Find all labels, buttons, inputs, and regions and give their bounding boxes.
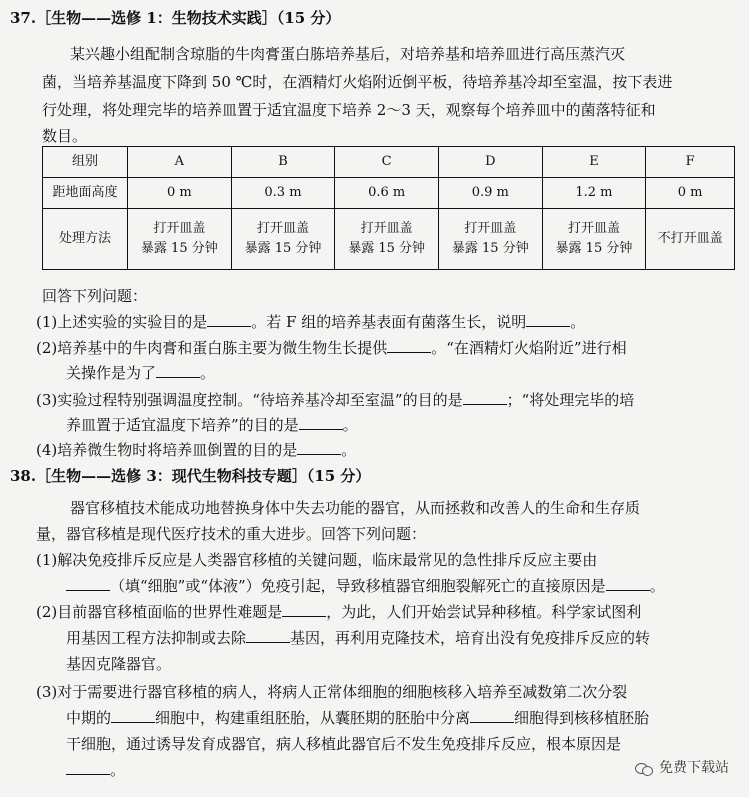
height-cell-a: 0 m — [128, 178, 232, 209]
table-row-group — [43, 147, 735, 178]
q37-part-3-line-2 — [66, 413, 358, 438]
row-label-treatment: 处理方法 — [43, 209, 128, 270]
q38-p2-text-c: 用基因工程方法抑制或去除 — [66, 629, 247, 647]
q37-part-1 — [36, 310, 585, 335]
answer-blank — [282, 602, 326, 617]
q38-part-2-line-3: 基因克隆器官。 — [66, 655, 172, 673]
treatment-open-text: 打开皿盖 — [567, 221, 620, 236]
q37-p3-text-b: ；“将处理完毕的培 — [506, 391, 635, 409]
q37-part-2-line-1 — [36, 336, 627, 361]
table-row-height — [43, 178, 735, 209]
watermark — [635, 756, 729, 781]
q38-p2-text-a: (2)目前器官移植面临的世界性难题是 — [36, 603, 283, 621]
q37-intro-line-2: 菌，当培养基温度下降到 50 ℃时，在酒精灯火焰附近倒平板，待培养基冷却至室温，按下表进 — [42, 73, 673, 91]
treatment-cell-c — [335, 209, 439, 270]
group-cell-e: E — [542, 147, 646, 178]
q38-p2-text-d: 基因，再利用克隆技术，培育出没有免疫排斥反应的转 — [290, 629, 651, 647]
height-cell-b: 0.3 m — [231, 178, 335, 209]
q37-p2-text-a: (2)培养基中的牛肉膏和蛋白胨主要为微生物生长提供 — [36, 339, 388, 357]
q38-part-3-line-3: 干细胞，通过诱导发育成器官，病人移植此器官后不发生免疫排斥反应，根本原因是 — [66, 735, 622, 753]
treatment-cell-d — [438, 209, 542, 270]
treatment-cell-a — [128, 209, 232, 270]
q37-p4-text-b: 。 — [341, 441, 357, 459]
answer-blank — [246, 628, 290, 643]
q38-p3-text-f: 。 — [110, 761, 126, 779]
group-cell-d: D — [438, 147, 542, 178]
q38-p1-text-b: （填“细胞”或“体液”）免疫引起，导致移植器官细胞裂解死亡的直接原因是 — [110, 577, 606, 595]
treatment-cell-e — [542, 209, 646, 270]
q37-p1-text-c: 。 — [570, 313, 586, 331]
q37-intro-line-3: 行处理，将处理完毕的培养皿置于适宜温度下培养 2～3 天，观察每个培养皿中的菌落特征和 — [42, 101, 656, 119]
answer-blank — [470, 708, 514, 723]
answer-blank — [111, 708, 155, 723]
treatment-open-text: 打开皿盖 — [464, 221, 517, 236]
q38-p3-text-c: 细胞中，构建重组胚胎，从囊胚期的胚胎中分离 — [155, 709, 471, 727]
answer-blank — [207, 312, 251, 327]
answer-prompt: 回答下列问题： — [42, 287, 148, 305]
treatment-open-text: 打开皿盖 — [256, 221, 309, 236]
q37-intro-line-4: 数目。 — [42, 127, 88, 145]
height-cell-f: 0 m — [646, 178, 735, 209]
q37-p3-text-d: 。 — [342, 416, 358, 434]
q37-p1-text-b: 。若 F 组的培养基表面有菌落生长，说明 — [251, 313, 527, 331]
q38-intro-line-1: 器官移植技术能成功地替换身体中失去功能的器官，从而拯救和改善人的生命和生存质 — [70, 499, 641, 517]
q38-part-3-line-4 — [66, 758, 125, 783]
q38-part-1-line-2 — [66, 574, 665, 599]
treatment-expose-text: 暴露 15 分钟 — [555, 241, 633, 256]
group-cell-c: C — [335, 147, 439, 178]
answer-blank — [526, 312, 570, 327]
group-cell-b: B — [231, 147, 335, 178]
group-cell-f: F — [646, 147, 735, 178]
q38-part-2-line-2 — [66, 626, 650, 651]
q37-part-4 — [36, 438, 356, 463]
treatment-expose-text: 暴露 15 分钟 — [451, 241, 529, 256]
answer-blank — [66, 760, 110, 775]
answer-blank — [156, 363, 200, 378]
height-cell-c: 0.6 m — [335, 178, 439, 209]
wechat-icon — [635, 762, 653, 776]
q37-p1-text-a: (1)上述实验的实验目的是 — [36, 313, 208, 331]
q37-p3-text-a: (3)实验过程特别强调温度控制。“待培养基冷却至室温”的目的是 — [36, 391, 463, 409]
treatment-cell-f: 不打开皿盖 — [646, 209, 735, 270]
row-label-group: 组别 — [43, 147, 128, 178]
treatment-expose-text: 暴露 15 分钟 — [140, 241, 218, 256]
height-cell-d: 0.9 m — [438, 178, 542, 209]
q37-p2-text-b: 。“在酒精灯火焰附近”进行相 — [431, 339, 627, 357]
q37-p3-text-c: 养皿置于适宜温度下培养”的目的是 — [66, 416, 299, 434]
q37-intro-line-1: 某兴趣小组配制含琼脂的牛肉膏蛋白胨培养基后，对培养基和培养皿进行高压蒸汽灭 — [70, 45, 626, 63]
watermark-text: 免费下载站 — [659, 760, 729, 776]
q38-p3-text-b: 中期的 — [66, 709, 112, 727]
treatment-open-text: 打开皿盖 — [360, 221, 413, 236]
answer-blank — [387, 338, 431, 353]
answer-blank — [463, 390, 507, 405]
answer-blank — [606, 576, 650, 591]
treatment-expose-text: 暴露 15 分钟 — [348, 241, 426, 256]
height-cell-e: 1.2 m — [542, 178, 646, 209]
q38-part-3-line-1: (3)对于需要进行器官移植的病人，将病人正常体细胞的细胞核移入培养至减数第二次分裂 — [36, 683, 628, 701]
answer-blank — [66, 576, 110, 591]
answer-blank — [297, 440, 341, 455]
treatment-open-text: 打开皿盖 — [153, 221, 206, 236]
q37-p4-text-a: (4)培养微生物时将培养皿倒置的目的是 — [36, 441, 298, 459]
q38-p2-text-b: ，为此，人们开始尝试异种移植。科学家试图利 — [326, 603, 642, 621]
q37-part-3-line-1 — [36, 388, 634, 413]
treatment-expose-text: 暴露 15 分钟 — [244, 241, 322, 256]
q38-p3-text-d: 细胞得到核移植胚胎 — [514, 709, 650, 727]
answer-blank — [299, 415, 343, 430]
q37-p2-text-c: 关操作是为了 — [66, 364, 157, 382]
q38-p1-text-c: 。 — [649, 577, 665, 595]
experiment-table — [42, 146, 735, 270]
q38-part-3-line-2 — [66, 706, 649, 731]
q38-heading: 38.［生物——选修 3：现代生物科技专题］（15 分） — [10, 467, 371, 485]
table-row-treatment — [43, 209, 735, 270]
group-cell-a: A — [128, 147, 232, 178]
q38-part-2-line-1 — [36, 600, 641, 625]
row-label-height: 距地面高度 — [43, 178, 128, 209]
q38-part-1-line-1: (1)解决免疫排斥反应是人类器官移植的关键问题，临床最常见的急性排斥反应主要由 — [36, 551, 598, 569]
treatment-cell-b — [231, 209, 335, 270]
q37-heading: 37.［生物——选修 1：生物技术实践］（15 分） — [10, 9, 341, 27]
q38-intro-line-2: 量，器官移植是现代医疗技术的重大进步。回答下列问题： — [36, 525, 427, 543]
q37-p2-text-d: 。 — [200, 364, 216, 382]
q37-part-2-line-2 — [66, 361, 215, 386]
